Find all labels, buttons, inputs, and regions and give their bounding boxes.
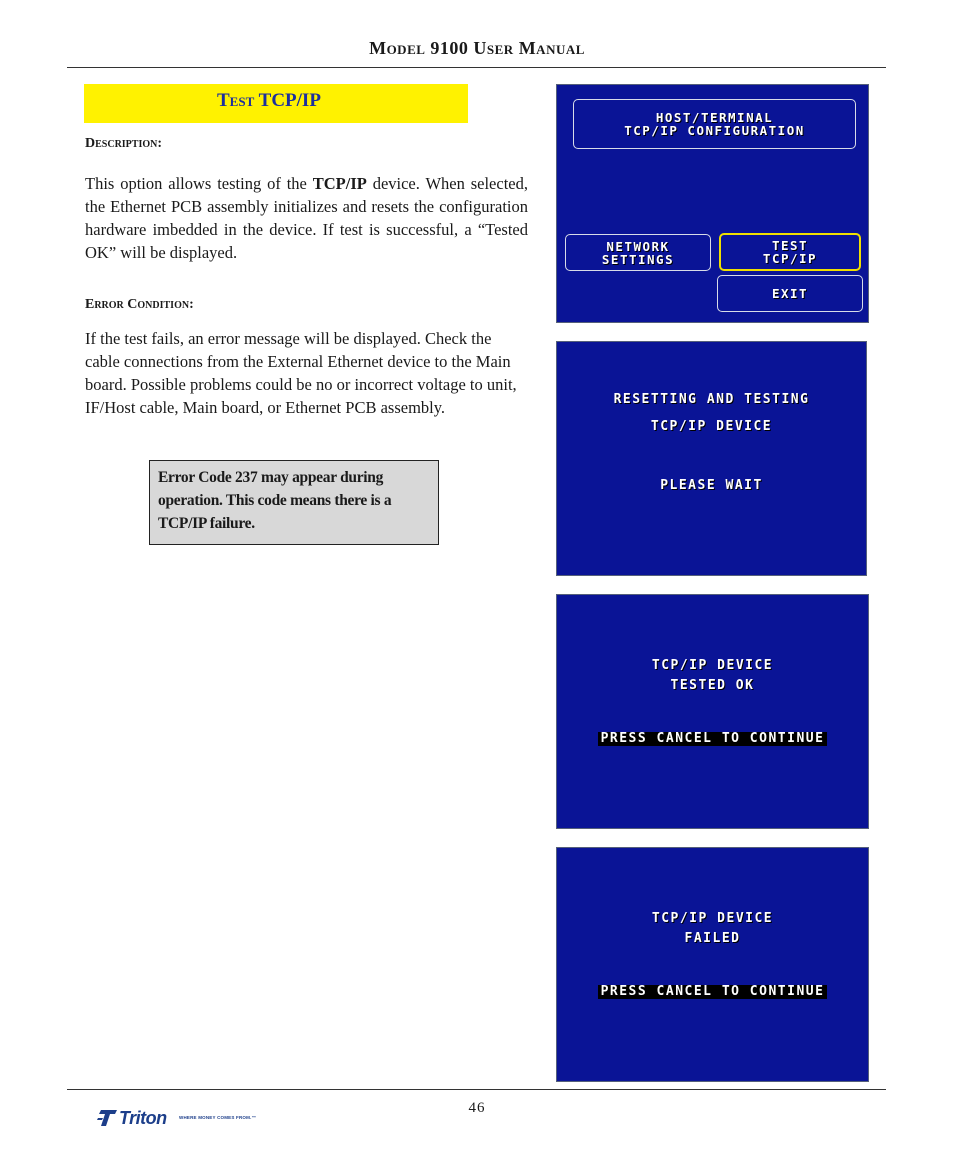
manual-header-title: Model 9100 User Manual	[369, 38, 585, 58]
exit-button[interactable]: EXIT	[717, 275, 863, 312]
success-line-1: TCP/IP DEVICE	[651, 658, 774, 673]
testing-line-1: RESETTING AND TESTING	[613, 392, 810, 407]
error-code-note: Error Code 237 may appear during operation. This code means there is a TCP/IP failure.	[149, 460, 439, 545]
footer-divider	[67, 1089, 886, 1090]
failed-line-1: TCP/IP DEVICE	[651, 911, 774, 926]
description-heading: Description:	[85, 136, 163, 151]
success-prompt-row	[557, 732, 868, 746]
description-bold-term: TCP/IP	[312, 174, 367, 193]
description-paragraph	[85, 172, 528, 264]
error-condition-paragraph: If the test fails, an error message will be displayed. Check the cable connections from the External Ethernet device to the Main board. Possible problems could be no or incorrect voltage to unit, IF/Host cable, Main board, or Ethernet PCB assembly.	[85, 329, 517, 417]
failed-line-2: FAILED	[684, 931, 741, 946]
please-wait-text: PLEASE WAIT	[660, 478, 763, 493]
network-settings-button[interactable]: NETWORK SETTINGS	[565, 234, 711, 271]
logo-tagline: WHERE MONEY COMES FROM.™	[179, 1115, 257, 1120]
error-condition-heading: Error Condition:	[85, 297, 194, 312]
success-line-2: TESTED OK	[670, 678, 755, 693]
atm-screen-testing	[556, 341, 867, 576]
press-cancel-prompt: PRESS CANCEL TO CONTINUE	[598, 732, 828, 746]
triton-logo	[97, 1108, 257, 1133]
config-title-box: HOST/TERMINAL TCP/IP CONFIGURATION	[573, 99, 856, 149]
section-title: Test TCP/IP	[217, 90, 321, 111]
logo-wordmark: Triton	[119, 1108, 167, 1128]
failed-prompt-row	[557, 985, 868, 999]
atm-screen-failed	[556, 847, 869, 1082]
header-divider	[67, 67, 886, 68]
triton-mark-icon	[97, 1108, 119, 1128]
description-text-before: This option allows testing of the	[85, 174, 313, 193]
page-number: 46	[468, 1100, 486, 1116]
section-banner	[84, 84, 468, 123]
press-cancel-prompt-failed: PRESS CANCEL TO CONTINUE	[598, 985, 828, 999]
atm-screen-tested-ok	[556, 594, 869, 829]
atm-screen-config-menu	[556, 84, 869, 323]
description-text-after: device. When selected, the Ethernet PCB assembly initializes and resets the configuration hardware imbedded in the device. If test is successful, a “Tested OK” will be displayed.	[85, 174, 528, 262]
test-tcpip-button[interactable]: TEST TCP/IP	[719, 233, 861, 271]
testing-line-2: TCP/IP DEVICE	[650, 419, 773, 434]
